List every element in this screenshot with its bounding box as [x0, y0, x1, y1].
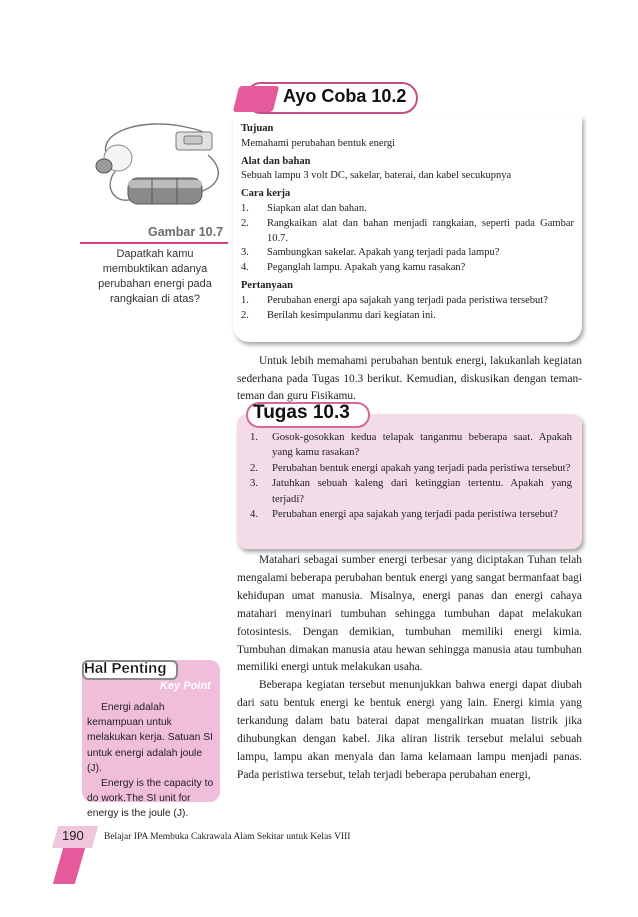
hal-penting-text-id: Energi adalah kemampuan untuk melakukan kerja. Satuan SI untuk energi adalah joule (J).: [87, 702, 213, 774]
list-item: 3. Sambungkan sakelar. Apakah yang terjadi pada lampu?: [241, 247, 500, 259]
tujuan-text: Memahami perubahan bentuk energi: [241, 137, 396, 149]
tugas-list: [250, 430, 572, 522]
hal-penting-title: Hal Penting: [84, 660, 167, 677]
hal-penting-text: [87, 700, 217, 822]
figure-rule: [80, 242, 228, 244]
list-item: 1. Siapkan alat dan bahan.: [241, 202, 367, 214]
list-item: 2. Perubahan bentuk energi apakah yang terjadi pada peristiwa tersebut?: [250, 461, 571, 474]
list-item: 3. Jatuhkan sebuah kaleng dari ketinggian tertentu. Apakah yang terjadi?: [250, 477, 572, 505]
list-item: 1. Perubahan energi apa sajakah yang terjadi pada peristiwa tersebut?: [241, 294, 548, 306]
alat-text: Sebuah lampu 3 volt DC, sakelar, baterai, dan kabel secukupnya: [241, 170, 512, 182]
intro-paragraph: Untuk lebih memahami perubahan bentuk energi, lakukanlah kegiatan sederhana pada Tugas 10.3 berikut. Kemudian, diskusikan dengan teman-teman dan guru Fisikamu.: [237, 355, 582, 402]
tugas-title: Tugas 10.3: [253, 402, 350, 423]
list-item: 2. Berilah kesimpulanmu dari kegiatan ini.: [241, 309, 436, 321]
key-point-label: Key Point: [160, 680, 211, 692]
body-paragraph-2: Beberapa kegiatan tersebut menunjukkan bahwa energi dapat diubah dari satu bentuk energi ke bentuk energi yang lain. Energi kimia yang terkandung dalam batu baterai dapat mengalirkan muatan listrik jika dihubungkan dengan kabel. Jika aliran listrik tersebut melalui sebuah lampu, lampu akan menyala dan lama kelamaan lampu menjadi panas. Pada peristiwa tersebut, telah terjadi beberapa perubahan energi,: [237, 679, 582, 781]
cara-heading: Cara kerja: [241, 188, 291, 200]
figure-label: Gambar 10.7: [148, 225, 224, 239]
tujuan-heading: Tujuan: [241, 123, 274, 134]
page-number-accent: [53, 848, 85, 884]
ayo-coba-tab-decoration: [233, 86, 279, 112]
list-item: 4. Perubahan energi apa sajakah yang terjadi pada peristiwa tersebut?: [250, 508, 558, 521]
figure-caption: Dapatkah kamu membuktikan adanya perubahan energi pada rangkaian di atas?: [98, 248, 212, 305]
ayo-coba-box: [233, 116, 582, 342]
pertanyaan-heading: Pertanyaan: [241, 279, 293, 291]
hal-penting-text-en: Energy is the capacity to do work.The SI unit for energy is the joule (J).: [87, 778, 214, 820]
list-item: 1. Gosok-gosokkan kedua telapak tanganmu beberapa saat. Apakah yang kamu rasakan?: [250, 431, 572, 459]
list-item: 4. Peganglah lampu. Apakah yang kamu rasakan?: [241, 262, 466, 274]
body-paragraph-1: Matahari sebagai sumber energi terbesar yang diciptakan Tuhan telah mengalami beberapa perubahan bentuk energi yang sangat bermanfaat bagi kehidupan umat manusia. Misalnya, energi panas dan energi cahaya matahari menyinari tumbuhan sehingga tumbuhan dapat melakukan fotosintesis. Dengan demikian, tumbuhan memiliki energi kimia. Tumbuhan dimakan manusia atau hewan sehingga manusia atau tumbuhan memiliki energi untuk melakukan usaha.: [237, 554, 582, 674]
page-number: 190: [62, 828, 84, 843]
footer-book-title: Belajar IPA Membuka Cakrawala Alam Sekitar untuk Kelas VIII: [104, 832, 351, 842]
ayo-coba-title: Ayo Coba 10.2: [283, 86, 407, 106]
circuit-illustration: [80, 110, 230, 220]
list-item: 2. Rangkaikan alat dan bahan menjadi rangkaian, seperti pada Gambar 10.7.: [241, 217, 574, 244]
body-text: [237, 552, 582, 785]
alat-heading: Alat dan bahan: [241, 155, 311, 167]
